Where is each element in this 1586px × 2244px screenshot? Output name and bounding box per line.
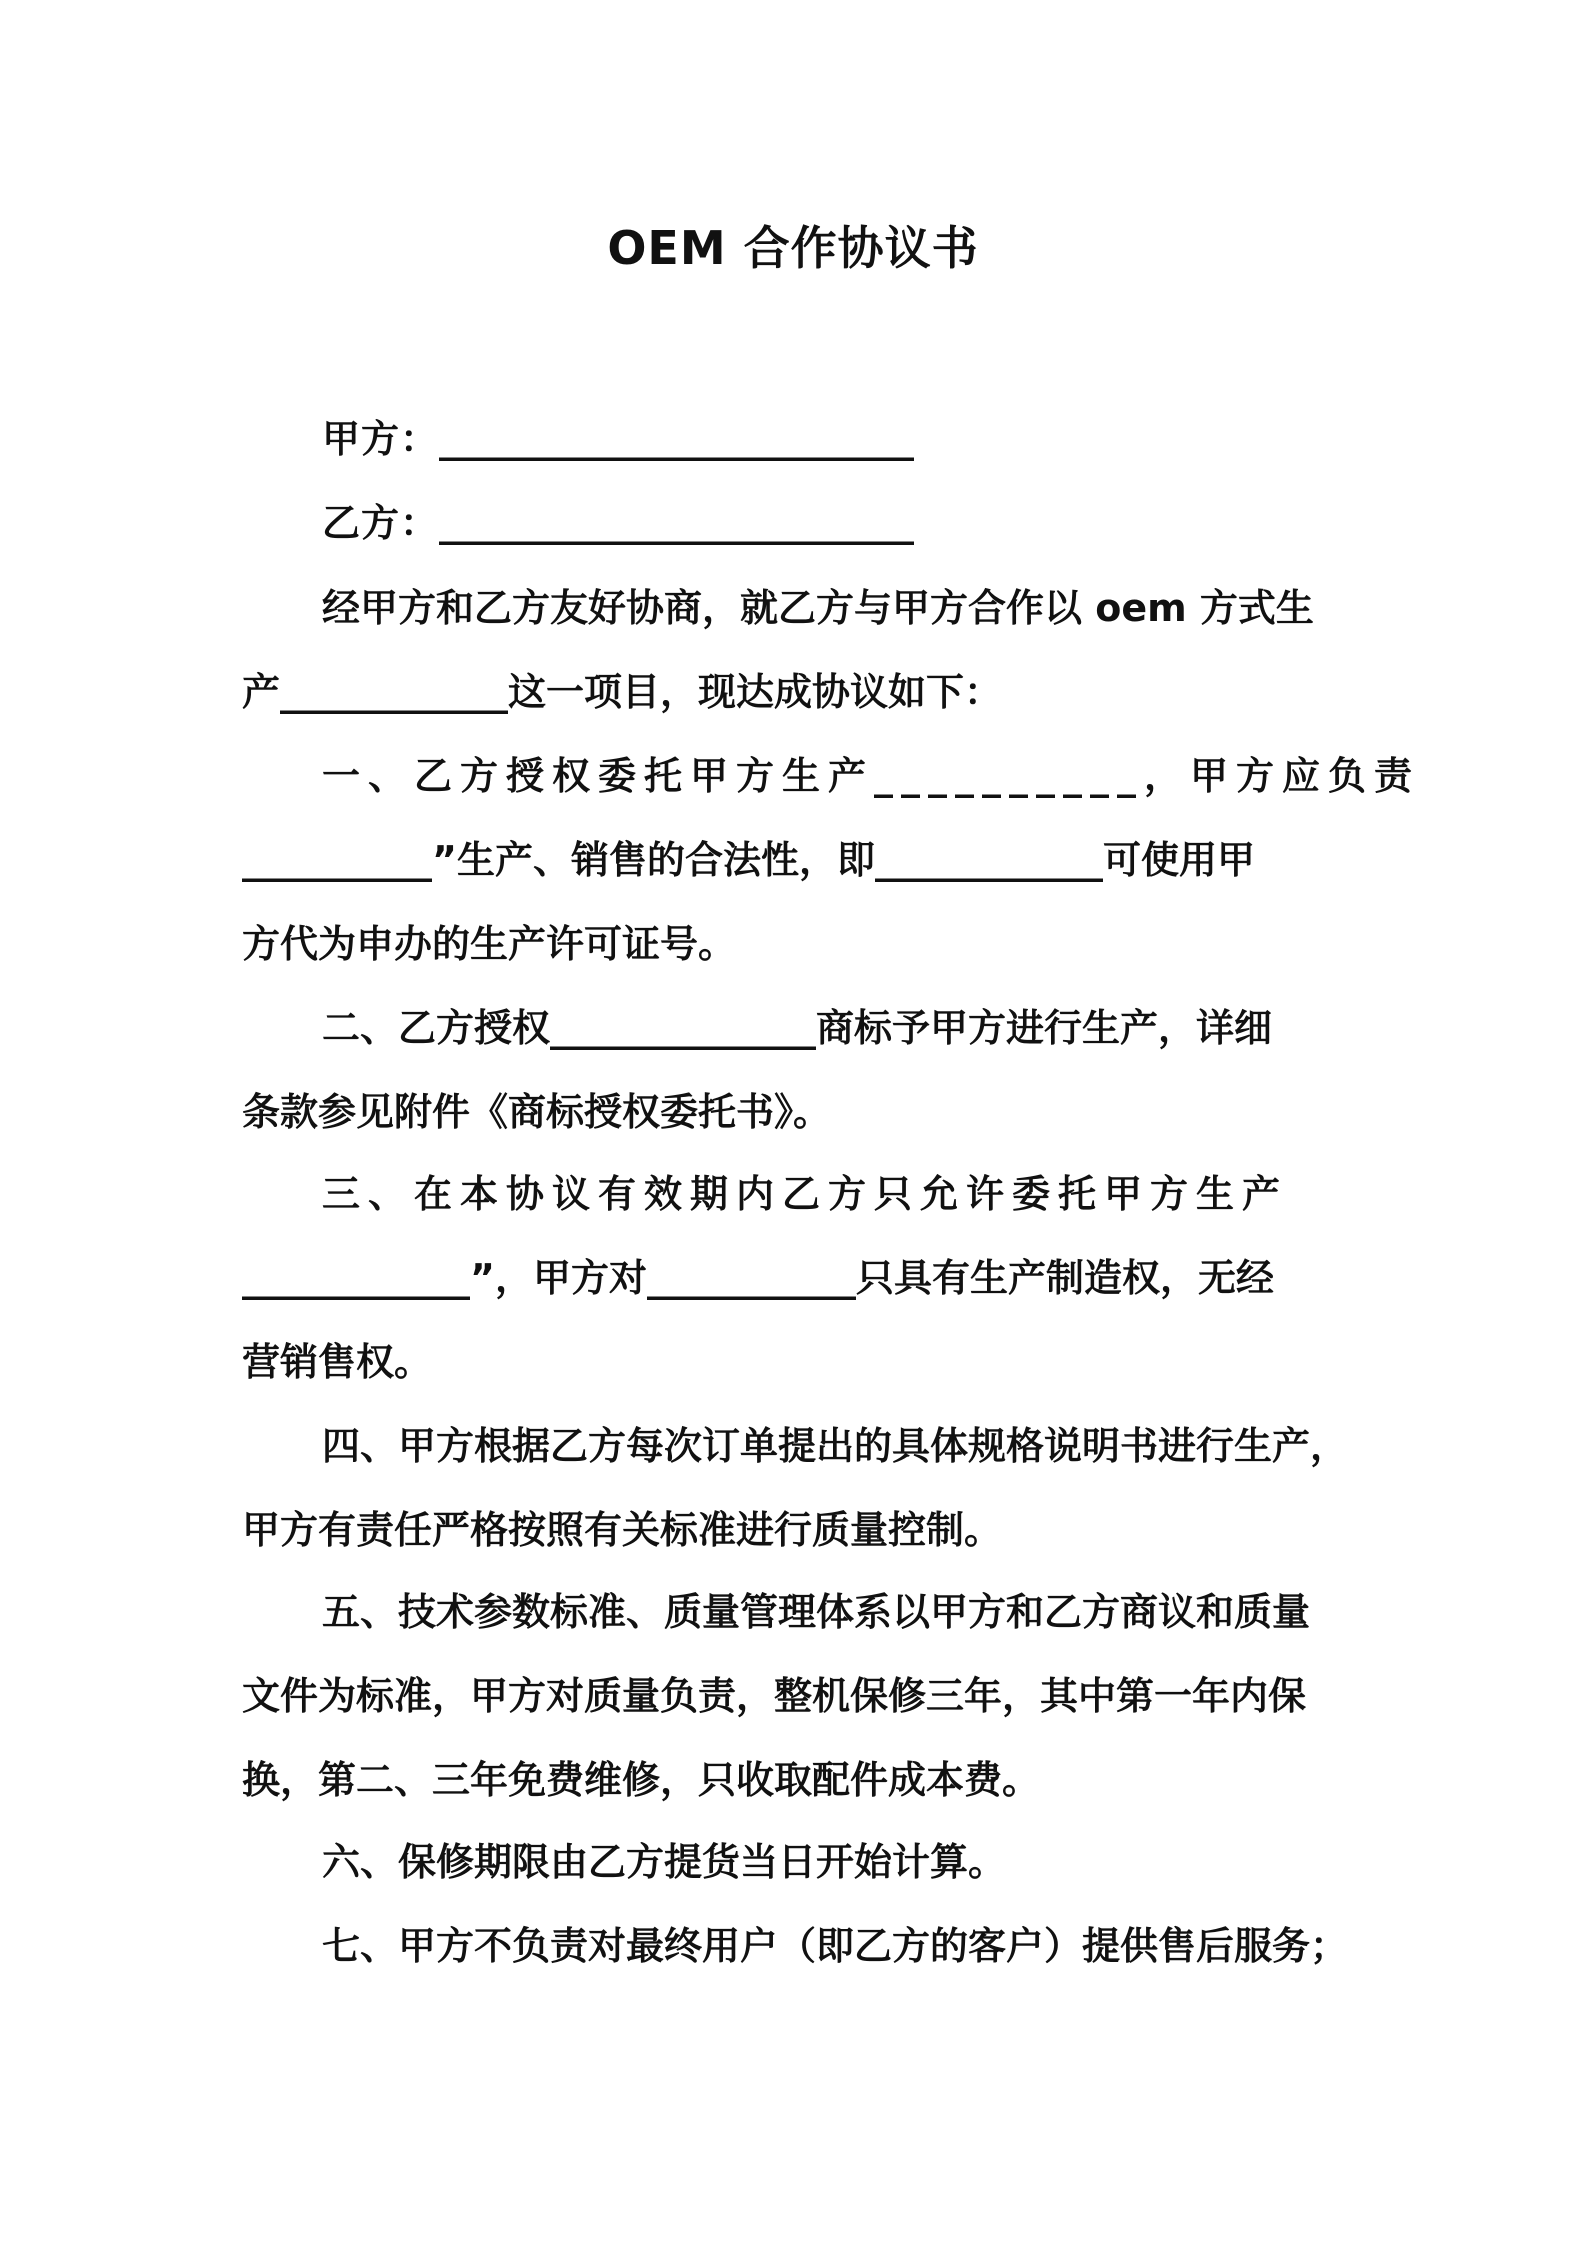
clause-3-line-1: 三、在本协议有效期内乙方只允许委托甲方生产 [322,1172,1289,1216]
clause-6-line-1: 六、保修期限由乙方提货当日开始计算。 [322,1840,1007,1884]
party-b-label: 乙方： [322,501,440,545]
clause-7-line-1: 七、甲方不负责对最终用户（即乙方的客户）提供售后服务； [322,1924,1349,1968]
clause-3-line-3: 营销售权。 [242,1340,433,1384]
party-a-label: 甲方： [322,417,440,461]
clause-4-line-2: 甲方有责任严格按照有关标准进行质量控制。 [242,1508,1003,1552]
clause-1 [242,734,1421,986]
clause-4 [242,1404,1354,1572]
clause-5-line-3: 换，第二、三年免费维修，只收取配件成本费。 [242,1758,1041,1802]
party-b-line [322,492,914,547]
party-a-line [322,408,914,463]
clause-6 [242,1820,1354,1904]
clause-5 [242,1570,1354,1822]
clause-2-line-1: 二、乙方授权______________商标予甲方进行生产，详细 [322,1006,1273,1050]
clause-3 [242,1152,1354,1404]
clause-5-line-1: 五、技术参数标准、质量管理体系以甲方和乙方商议和质量 [322,1590,1311,1634]
clause-1-line-1: 一、乙方授权委托甲方生产__________，甲方应负责 [322,754,1421,798]
clause-7 [242,1904,1354,1988]
clause-3-line-2: ____________”，甲方对___________只具有生产制造权，无经 [242,1256,1274,1300]
party-a-blank: _________________________ [439,417,915,461]
clause-5-line-2: 文件为标准，甲方对质量负责，整机保修三年，其中第一年内保 [242,1674,1307,1718]
document-title: OEM 合作协议书 [607,221,979,275]
clause-1-line-2: __________”生产、销售的合法性，即____________可使用甲 [242,838,1255,882]
intro-paragraph [242,566,1354,734]
clause-1-line-3: 方代为申办的生产许可证号。 [242,922,737,966]
clause-2 [242,986,1354,1154]
clause-2-line-2: 条款参见附件《商标授权委托书》。 [242,1090,832,1134]
clause-4-line-1: 四、甲方根据乙方每次订单提出的具体规格说明书进行生产， [322,1424,1349,1468]
intro-line-2: 产____________这一项目，现达成协议如下： [242,670,1003,714]
party-b-blank: _________________________ [439,501,915,545]
intro-line-1: 经甲方和乙方友好协商，就乙方与甲方合作以 oem 方式生 [322,586,1314,630]
